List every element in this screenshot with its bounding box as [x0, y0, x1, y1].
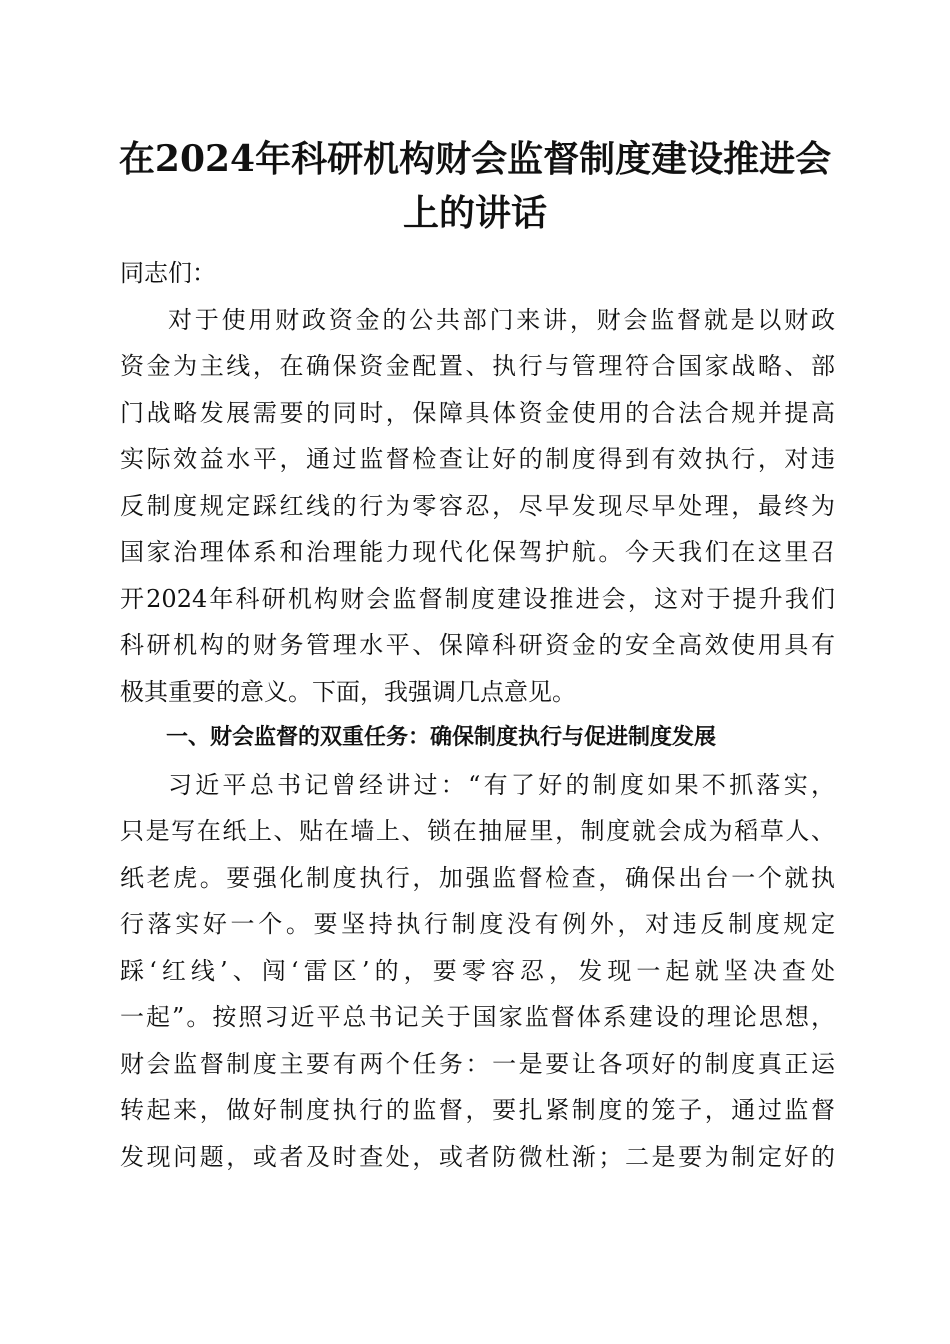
paragraph-1-line: 反制度规定踩红线的行为零容忍，尽早发现尽早处理，最终为: [120, 491, 835, 520]
paragraph-2-line: 习近平总书记曾经讲过：“有了好的制度如果不抓落实，: [168, 770, 835, 799]
paragraph-2-line: 行落实好一个。要坚持执行制度没有例外，对违反制度规定: [120, 910, 835, 938]
paragraph-1-line: 国家治理体系和治理能力现代化保驾护航。今天我们在这里召: [120, 538, 835, 566]
title-line-1: 在2024年科研机构财会监督制度建设推进会: [118, 138, 832, 180]
paragraph-2-line: 发现问题，或者及时查处，或者防微杜渐；二是要为制定好的: [120, 1142, 835, 1171]
paragraph-2-line: 一起”。按照习近平总书记关于国家监督体系建设的理论思想，: [120, 1003, 835, 1031]
paragraph-1-line: 资金为主线，在确保资金配置、执行与管理符合国家战略、部: [120, 352, 835, 380]
paragraph-1-line: 对于使用财政资金的公共部门来讲，财会监督就是以财政: [168, 305, 835, 334]
section-1-heading: 一、财会监督的双重任务：确保制度执行与促进制度发展: [166, 725, 717, 750]
paragraph-1-line: 科研机构的财务管理水平、保障科研资金的安全高效使用具有: [120, 631, 835, 659]
salutation: 同志们：: [120, 259, 216, 287]
paragraph-1-line: 实际效益水平，通过监督检查让好的制度得到有效执行，对违: [120, 445, 835, 473]
paragraph-1-line: 门战略发展需要的同时，保障具体资金使用的合法合规并提高: [120, 398, 835, 427]
document-body: [120, 250, 835, 1180]
paragraph-2-line: 财会监督制度主要有两个任务：一是要让各项好的制度真正运: [120, 1049, 835, 1078]
paragraph-1-line: 极其重要的意义。下面，我强调几点意见。: [120, 677, 576, 706]
paragraph-1-line: 开2024年科研机构财会监督制度建设推进会，这对于提升我们: [120, 584, 835, 613]
document-title: [100, 132, 850, 240]
paragraph-2-line: 转起来，做好制度执行的监督，要扎紧制度的笼子，通过监督: [120, 1096, 835, 1124]
title-line-2: 上的讲话: [402, 192, 547, 234]
paragraph-2-line: 纸老虎。要强化制度执行，加强监督检查，确保出台一个就执: [120, 863, 835, 892]
paragraph-2-line: 踩‘红线’、闯‘雷区’的，要零容忍，发现一起就坚决查处: [120, 956, 835, 985]
paragraph-2-line: 只是写在纸上、贴在墙上、锁在抽屉里，制度就会成为稻草人、: [120, 817, 835, 845]
